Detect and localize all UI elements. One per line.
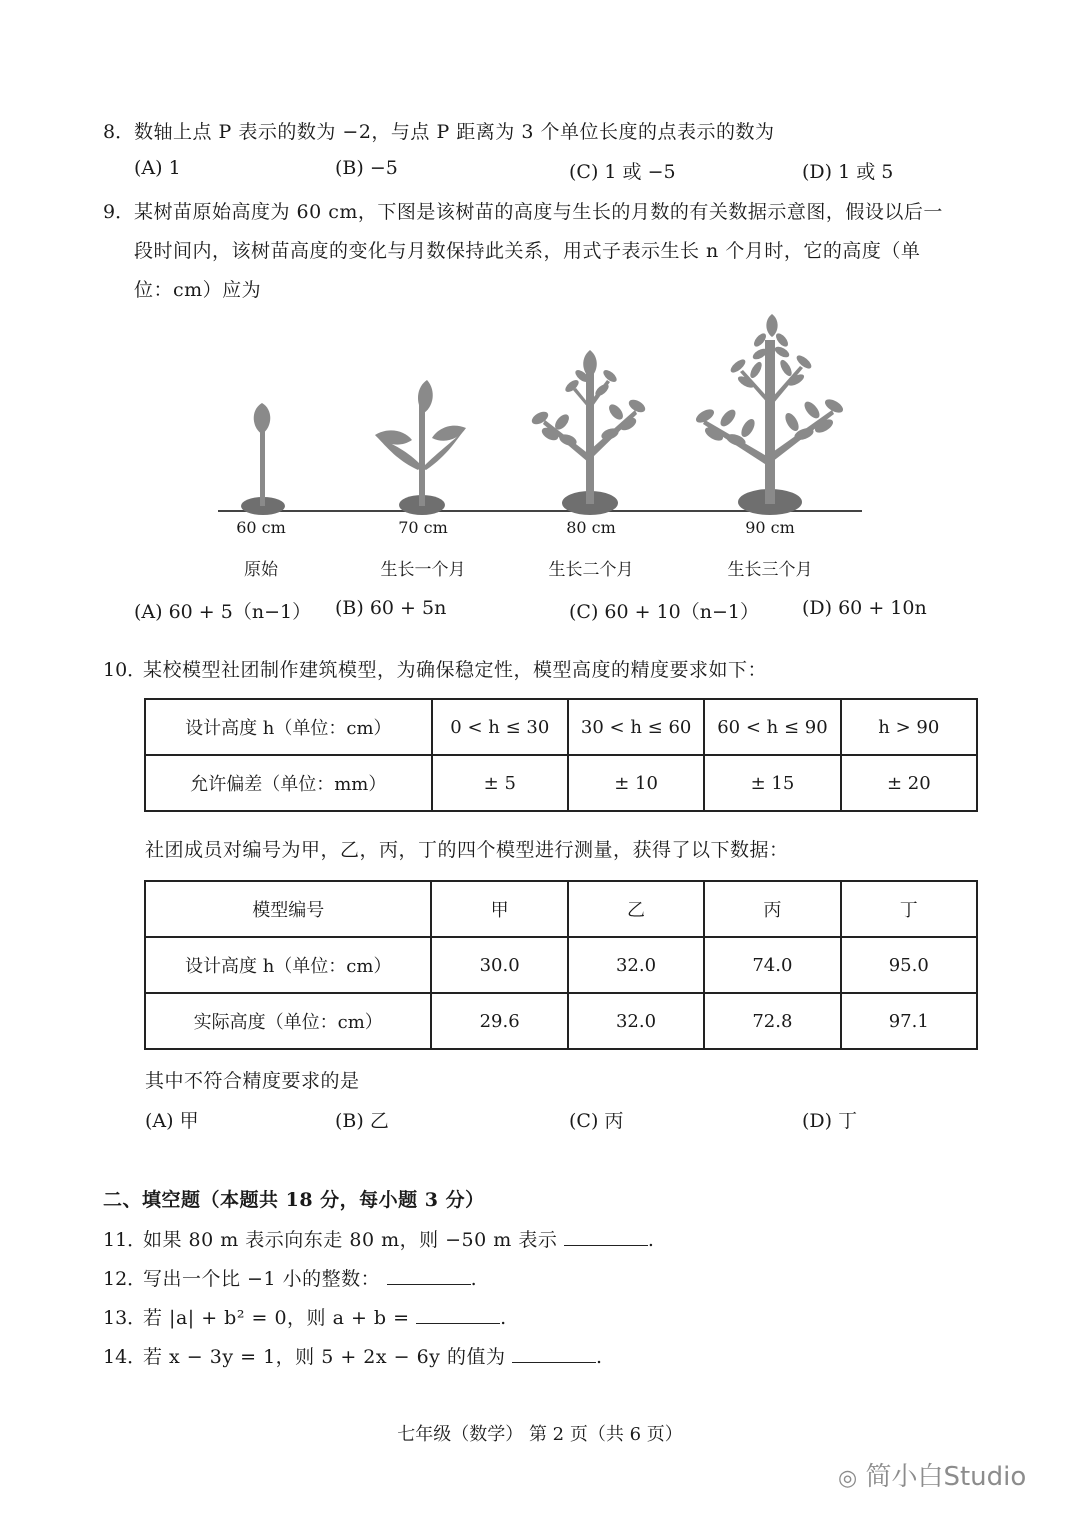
table-cell: 设计高度 h（单位：cm） (145, 937, 431, 993)
table-cell: ± 5 (432, 755, 568, 811)
table-cell: 60 < h ≤ 90 (704, 699, 840, 755)
question-12 (143, 1264, 477, 1291)
q8-option-c: (C) 1 或 −5 (569, 161, 676, 183)
plant-height-label: 90 cm (745, 518, 795, 537)
question-14-end: . (596, 1346, 603, 1368)
q10-option-b: (B) 乙 (335, 1110, 389, 1132)
table-cell: 30.0 (431, 937, 567, 993)
question-10-prompt: 其中不符合精度要求的是 (145, 1070, 360, 1092)
q9-option-b: (B) 60 + 5n (335, 597, 447, 619)
answer-blank[interactable] (416, 1307, 500, 1324)
table-cell: 0 < h ≤ 30 (432, 699, 568, 755)
precision-table (144, 698, 978, 812)
q9-option-a: (A) 60 + 5（n−1） (134, 601, 312, 623)
q10-option-a: (A) 甲 (145, 1110, 199, 1132)
table-cell: h > 90 (841, 699, 977, 755)
table-cell: 乙 (568, 881, 704, 937)
table-cell: 95.0 (841, 937, 977, 993)
plant-height-label: 70 cm (398, 518, 448, 537)
answer-blank[interactable] (564, 1229, 648, 1246)
plant-caption: 原始 (244, 560, 278, 580)
question-8-text: 数轴上点 P 表示的数为 −2，与点 P 距离为 3 个单位长度的点表示的数为 (134, 121, 775, 143)
section-2-title: 二、填空题（本题共 18 分，每小题 3 分） (103, 1189, 485, 1211)
plant-two-months (530, 350, 648, 515)
q9-option-d: (D) 60 + 10n (802, 597, 927, 619)
question-14-number: 14． (103, 1346, 147, 1368)
table-cell: 97.1 (841, 993, 977, 1049)
table-cell: 30 < h ≤ 60 (568, 699, 704, 755)
question-14 (143, 1342, 603, 1369)
question-11-end: . (647, 1229, 655, 1251)
table-cell: ± 10 (568, 755, 704, 811)
table-cell: ± 15 (704, 755, 840, 811)
q8-option-d: (D) 1 或 5 (802, 161, 894, 183)
question-11-number: 11． (103, 1229, 147, 1251)
table-cell: ± 20 (841, 755, 977, 811)
table-cell: 74.0 (704, 937, 840, 993)
question-13-text: 若 |a| + b² = 0，则 a + b = (143, 1307, 410, 1329)
question-12-text: 写出一个比 −1 小的整数： (143, 1268, 381, 1290)
table-cell: 32.0 (568, 937, 704, 993)
wechat-icon: ◎ (838, 1466, 858, 1491)
question-14-text: 若 x − 3y = 1，则 5 + 2x − 6y 的值为 (143, 1346, 506, 1368)
table-cell: 32.0 (568, 993, 704, 1049)
plant-caption: 生长二个月 (548, 560, 634, 580)
table-cell: 允许偏差（单位：mm） (145, 755, 432, 811)
page-footer: 七年级（数学） 第 2 页（共 6 页） (397, 1424, 683, 1445)
table-cell: 72.8 (704, 993, 840, 1049)
table-cell: 甲 (431, 881, 567, 937)
plant-three-months (694, 314, 845, 515)
question-12-end: . (470, 1268, 478, 1290)
question-13-end: . (500, 1307, 507, 1329)
table-cell: 模型编号 (145, 881, 431, 937)
question-10-text: 某校模型社团制作建筑模型，为确保稳定性，模型高度的精度要求如下： (143, 659, 768, 681)
question-10-number: 10． (103, 659, 147, 681)
question-11-text: 如果 80 m 表示向东走 80 m，则 −50 m 表示 (143, 1229, 558, 1251)
answer-blank[interactable] (512, 1346, 596, 1363)
question-9-line-2: 段时间内，该树苗高度的变化与月数保持此关系，用式子表示生长 n 个月时，它的高度（单 (134, 240, 921, 262)
watermark-text: 简小白Studio (865, 1462, 1027, 1492)
table-cell: 实际高度（单位：cm） (145, 993, 431, 1049)
table-cell: 丁 (841, 881, 977, 937)
question-9-line-3: 位：cm）应为 (134, 279, 262, 301)
q10-option-c: (C) 丙 (569, 1110, 624, 1132)
seedling-growth-figure (200, 310, 880, 525)
question-9-line-1: 某树苗原始高度为 60 cm，下图是该树苗的高度与生长的月数的有关数据示意图，假设以后一 (134, 201, 943, 223)
q8-option-b: (B) −5 (335, 157, 398, 179)
question-10-mid-text: 社团成员对编号为甲，乙，丙，丁的四个模型进行测量，获得了以下数据： (145, 839, 789, 861)
question-13 (143, 1303, 507, 1330)
q9-option-c: (C) 60 + 10（n−1） (569, 601, 760, 623)
measurement-table (144, 880, 978, 1050)
question-13-number: 13． (103, 1307, 147, 1329)
plant-height-label: 80 cm (566, 518, 616, 537)
plant-original (241, 403, 285, 515)
plant-caption: 生长一个月 (380, 560, 466, 580)
plant-caption: 生长三个月 (727, 560, 813, 580)
question-12-number: 12． (103, 1268, 147, 1290)
q8-option-a: (A) 1 (134, 157, 181, 179)
table-cell: 丙 (704, 881, 840, 937)
question-9-number: 9． (103, 201, 135, 223)
plant-one-month (375, 380, 466, 515)
table-cell: 设计高度 h（单位：cm） (145, 699, 432, 755)
answer-blank[interactable] (387, 1268, 471, 1285)
watermark (838, 1456, 1026, 1493)
question-8-number: 8． (103, 121, 135, 143)
q10-option-d: (D) 丁 (802, 1110, 858, 1132)
table-cell: 29.6 (431, 993, 567, 1049)
plant-height-label: 60 cm (236, 518, 286, 537)
question-11 (143, 1225, 654, 1252)
